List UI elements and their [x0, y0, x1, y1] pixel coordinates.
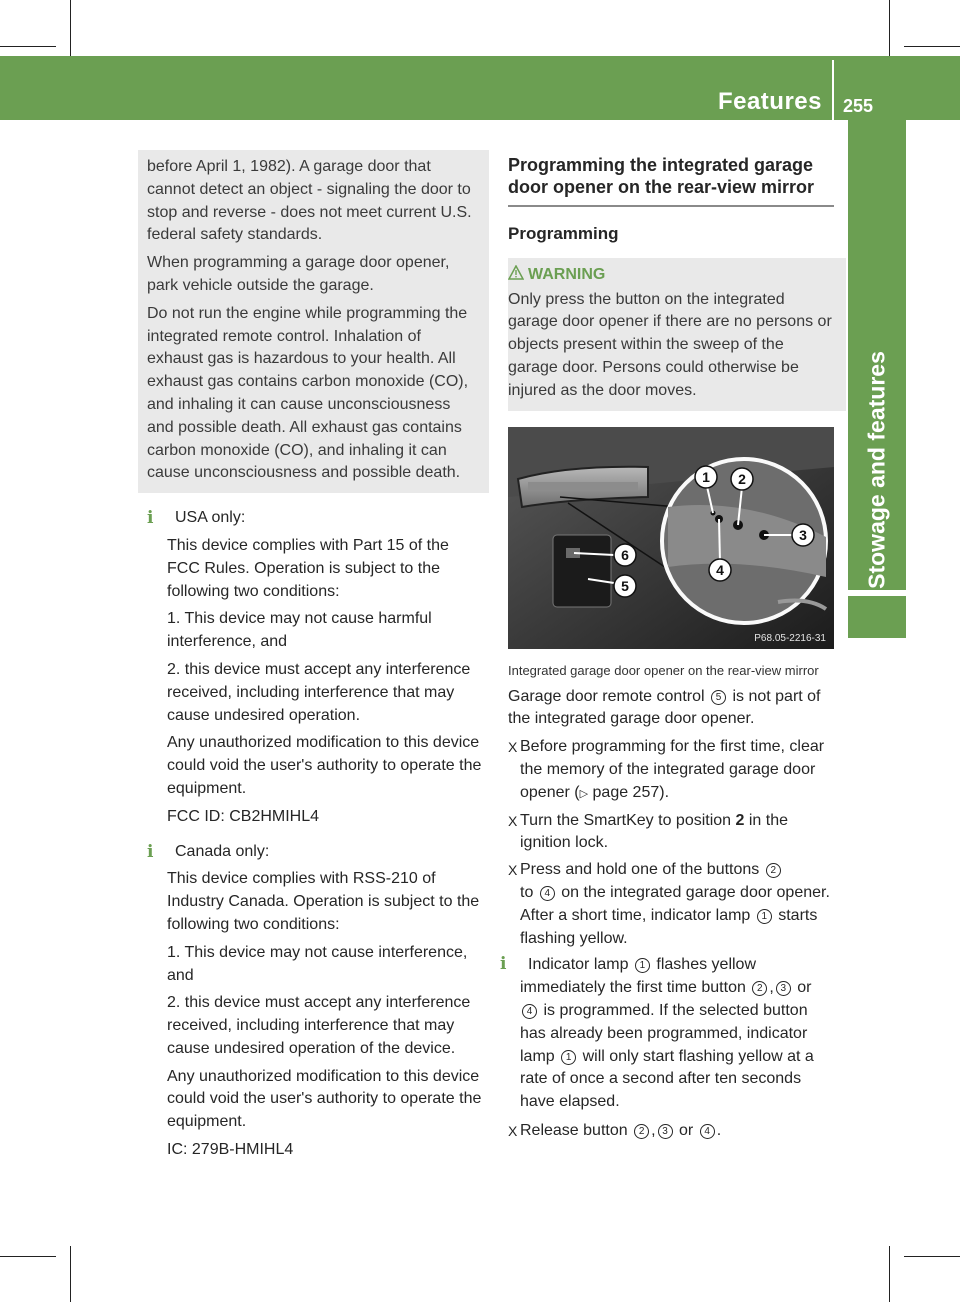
figure-code: P68.05-2216-31 [754, 632, 826, 644]
header-title: Features [717, 88, 822, 115]
info-text: IC: 279B-HMIHL4 [167, 1141, 294, 1159]
callout-ref: 3 [776, 981, 791, 996]
info-text: 1. This device may not cause harmful interference, and [167, 610, 432, 651]
crop-mark [904, 46, 960, 47]
info-text: 1. This device may not cause interference, and [167, 943, 468, 984]
side-tab-label: Stowage and features [863, 351, 890, 589]
text-segment: flashes yellow immediately the first time button [520, 956, 757, 997]
callout-2 [731, 468, 753, 490]
box-paragraph: before April 1, 1982). A garage door that cannot detect an object - signaling the door to stop and reverse - does not meet current U.S. federal safety standards. [147, 158, 472, 244]
callout-label: 2 [738, 470, 746, 487]
callout-label: 3 [799, 526, 807, 543]
key-position: 2 [735, 811, 745, 829]
callout-ref: 4 [522, 1004, 537, 1019]
callout-5 [614, 575, 636, 597]
text-segment: Garage door remote control [508, 687, 705, 705]
info-note: i Indicator lamp 1 flashes yellow immediately the first time button 2 , 3 or 4 is programmed. If the selected button has already been programmed, indicator lamp 1 will only start flashing yellow at a rate of once a second after ten seconds have elapsed. [500, 954, 814, 1111]
callout-ref: 2 [766, 863, 781, 878]
text-segment: starts flashing yellow. [520, 906, 818, 947]
warning-text: Only press the button on the integrated garage door opener if there are no persons or objects present within the sweep of the garage door. Persons could otherwise be injured as the door moves. [508, 290, 832, 399]
figure-caption: Integrated garage door opener on the rear-view mirror [508, 662, 819, 678]
callout-6 [614, 544, 636, 566]
step-marker: X [508, 739, 518, 756]
text-segment: Turn the SmartKey to position [520, 811, 732, 829]
callout-label: 5 [621, 577, 629, 594]
info-text: Any unauthorized modification to this device could void the user's authority to operate the equipment. [167, 1067, 482, 1131]
text-segment: Press and hold one of the buttons [520, 861, 760, 879]
crop-mark [70, 1246, 71, 1302]
callout-ref: 4 [700, 1124, 715, 1139]
callout-label: 1 [702, 468, 710, 485]
callout-1 [695, 466, 717, 488]
caution-box-continued [138, 150, 489, 493]
info-canada [147, 841, 482, 1162]
info-title: Canada only: [175, 842, 270, 860]
text-segment: Release button [520, 1121, 628, 1139]
crop-mark [904, 1256, 960, 1257]
callout-ref: 4 [540, 886, 555, 901]
crop-mark [70, 0, 71, 56]
callout-ref: 1 [757, 909, 772, 924]
right-column [500, 154, 834, 1147]
crop-mark [0, 46, 56, 47]
callout-ref: 2 [634, 1124, 649, 1139]
page-ref[interactable]: page 257 [592, 783, 660, 801]
warning-triangle-icon [508, 265, 524, 281]
info-text: This device complies with Part 15 of the FCC Rules. Operation is subject to the following two conditions: [167, 536, 449, 600]
mirror-illustration [508, 427, 834, 649]
warning-header [508, 264, 834, 287]
info-text: Any unauthorized modification to this device could void the user's authority to operate the equipment. [167, 734, 482, 797]
step-item [508, 859, 834, 950]
section-title: Programming the integrated garage door opener on the rear-view mirror [508, 154, 834, 207]
info-text: FCC ID: CB2HMIHL4 [167, 807, 320, 825]
step-item [508, 810, 834, 856]
side-tab-marker [848, 596, 906, 638]
text-segment: is programmed. If the selected button has already been programmed, indicator lamp [520, 1001, 808, 1065]
text-segment: is not part of the integrated garage door opener. [508, 687, 821, 728]
callout-ref: 1 [635, 958, 650, 973]
info-text: 2. this device must accept any interference received, including interference that may cause undesired operation of the device. [167, 994, 471, 1057]
left-column [147, 150, 482, 1167]
info-text: This device complies with RSS-210 of Industry Canada. Operation is subject to the following two conditions: [167, 870, 480, 933]
callout-label: 4 [716, 561, 724, 578]
step-item: X Release button 2 , 3 or 4 . [508, 1120, 834, 1143]
warning-box [508, 258, 846, 411]
callout-label: 6 [621, 546, 629, 563]
box-paragraph: When programming a garage door opener, park vehicle outside the garage. [147, 254, 450, 294]
text-segment: Before programming for the first time, clear the memory of the integrated garage door opener ( [520, 738, 825, 801]
text-segment: After a short time, indicator lamp [520, 906, 751, 924]
info-icon: i [500, 954, 507, 975]
info-icon: i [147, 841, 154, 862]
callout-ref: 1 [561, 1050, 576, 1065]
info-usa [147, 507, 482, 828]
text-segment: Indicator lamp [528, 956, 629, 974]
info-icon: i [147, 508, 154, 529]
step-marker: X [508, 1122, 518, 1139]
info-title: USA only: [175, 509, 246, 527]
text-segment: in the ignition lock. [520, 811, 789, 852]
intro-text [508, 686, 834, 732]
callout-ref: 5 [711, 690, 726, 705]
text-segment: or [679, 1121, 694, 1139]
text-segment: will only start flashing yellow at a rate of once a second after ten seconds have elapsed. [520, 1047, 814, 1111]
text-segment: on the integrated garage door opener. [561, 883, 830, 901]
page-ref-arrow-icon: ▷ [579, 787, 589, 800]
crop-mark [889, 0, 890, 56]
step-marker: X [508, 812, 518, 829]
text-segment: or [797, 979, 812, 997]
crop-mark [0, 1256, 56, 1257]
callout-3 [792, 524, 814, 546]
mirror-figure [508, 427, 834, 649]
crop-mark [889, 1246, 890, 1302]
box-paragraph: Do not run the engine while programming the integrated remote control. Inhalation of exhaust gas is hazardous to your health. All exhaust gas contains carbon monoxide (CO), and inhaling it can cause unconsciousness and possible death. All exhaust gas contains carbon monoxide (CO), and inhaling it can cause unconsciousness and possible death. [147, 304, 469, 482]
page-number: 255 [843, 96, 874, 116]
callout-4 [709, 559, 731, 581]
warning-label: WARNING [528, 265, 606, 283]
text-segment: ). [659, 783, 670, 801]
step-item [508, 736, 834, 805]
info-text: 2. this device must accept any interference received, including interference that may cause undesired operation. [167, 660, 471, 724]
header-divider [832, 60, 834, 120]
subsection-title: Programming [508, 224, 619, 243]
text-segment: to [520, 883, 534, 901]
callout-ref: 3 [658, 1124, 673, 1139]
callout-ref: 2 [752, 981, 767, 996]
step-marker: X [508, 862, 518, 879]
